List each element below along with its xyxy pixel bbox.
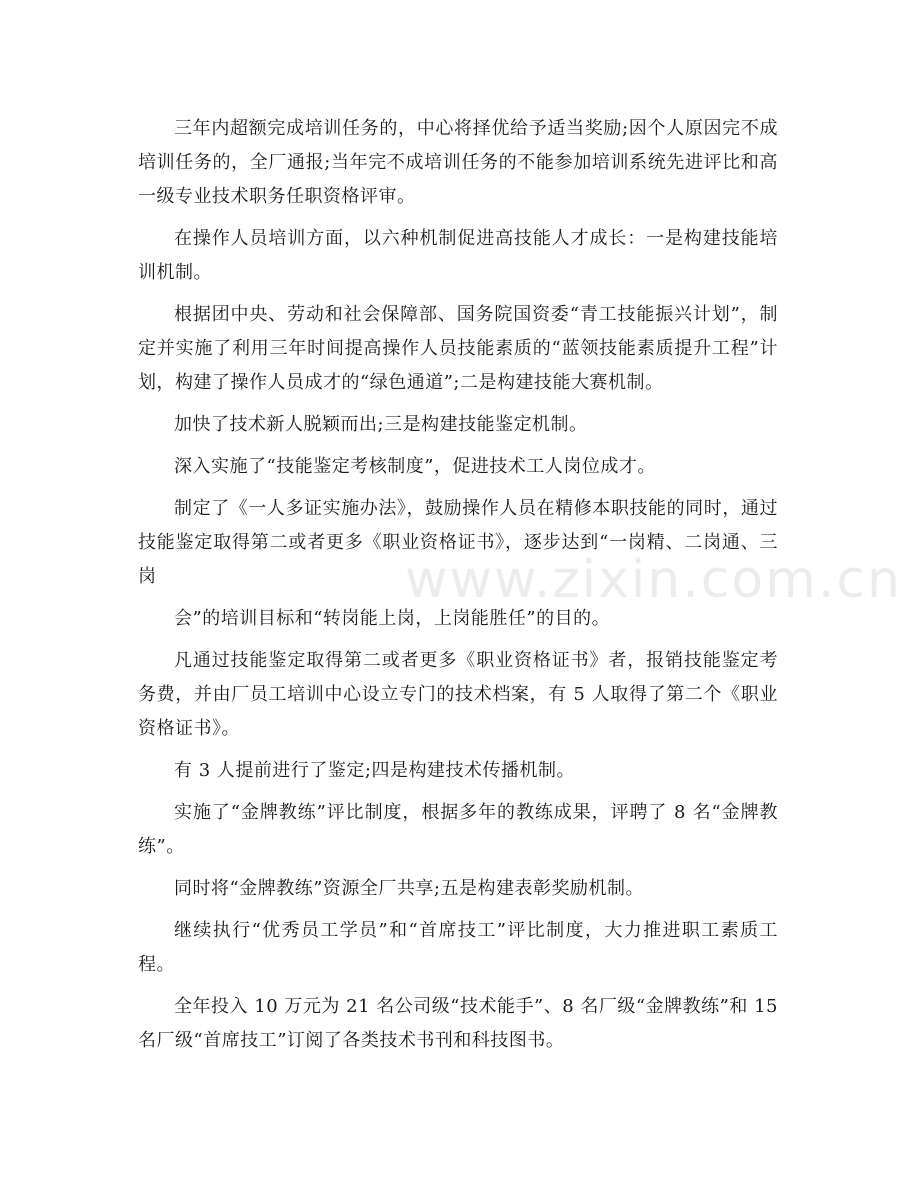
paragraph-2: 在操作人员培训方面，以六种机制促进高技能人才成长：一是构建技能培训机制。 xyxy=(138,228,778,283)
paragraph-7: 会”的培训目标和“转岗能上岗，上岗能胜任”的目的。 xyxy=(174,608,611,629)
paragraph-10: 实施了“金牌教练”评比制度，根据多年的教练成果，评聘了 8 名“金牌教练”。 xyxy=(138,802,778,857)
paragraph-5: 深入实施了“技能鉴定考核制度”，促进技术工人岗位成才。 xyxy=(174,456,656,477)
paragraph-9: 有 3 人提前进行了鉴定;四是构建技术传播机制。 xyxy=(174,760,575,781)
document-body xyxy=(138,112,778,1066)
paragraph-8: 凡通过技能鉴定取得第二或者更多《职业资格证书》者，报销技能鉴定考务费，并由厂员工培训中心设立专门的技术档案，有 5 人取得了第二个《职业资格证书》。 xyxy=(138,650,778,739)
paragraph-13: 全年投入 10 万元为 21 名公司级“技术能手”、8 名厂级“金牌教练”和 15 名厂级“首席技工”订阅了各类技术书刊和科技图书。 xyxy=(138,996,778,1051)
paragraph-11: 同时将“金牌教练”资源全厂共享;五是构建表彰奖励机制。 xyxy=(174,878,644,899)
paragraph-12: 继续执行“优秀员工学员”和“首席技工”评比制度，大力推进职工素质工程。 xyxy=(138,920,778,975)
paragraph-6: 制定了《一人多证实施办法》，鼓励操作人员在精修本职技能的同时，通过技能鉴定取得第二或者更多《职业资格证书》，逐步达到“一岗精、二岗通、三岗 xyxy=(138,498,778,587)
paragraph-1: 三年内超额完成培训任务的，中心将择优给予适当奖励;因个人原因完不成培训任务的，全厂通报;当年完不成培训任务的不能参加培训系统先进评比和高一级专业技术职务任职资格评审。 xyxy=(138,118,778,207)
paragraph-4: 加快了技术新人脱颖而出;三是构建技能鉴定机制。 xyxy=(174,414,588,435)
paragraph-3: 根据团中央、劳动和社会保障部、国务院国资委“青工技能振兴计划”，制定并实施了利用三年时间提高操作人员技能素质的“蓝领技能素质提升工程”计划，构建了操作人员成才的“绿色通道”;二是构建技能大赛机制。 xyxy=(138,304,778,393)
watermark-text: www.zixin.com.cn xyxy=(405,550,902,610)
